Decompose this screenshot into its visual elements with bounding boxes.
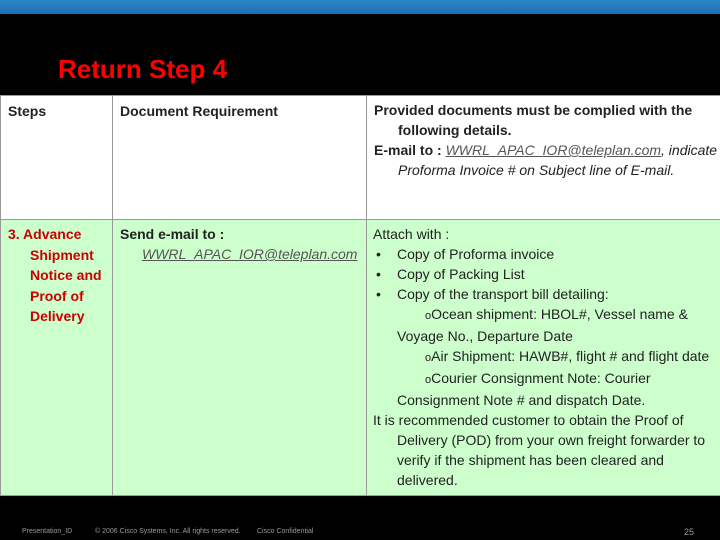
requirements-table xyxy=(0,95,720,496)
step-line: Shipment xyxy=(30,246,94,263)
footer-presentation-id: Presentation_ID xyxy=(22,528,73,535)
bullet-text: Copy of the transport bill detailing: xyxy=(397,286,609,302)
slide-footer xyxy=(0,528,720,540)
recommend-line: It is recommended customer to obtain the Proof of xyxy=(373,412,684,428)
header-steps-cell xyxy=(1,96,113,220)
sub-item-text: Ocean shipment: HBOL#, Vessel name & xyxy=(431,306,688,322)
footer-copyright: © 2006 Cisco Systems, Inc. All rights reserved. xyxy=(95,528,241,535)
header-provided-text xyxy=(367,96,720,180)
bullet-text: Copy of Packing List xyxy=(397,266,525,282)
footer-page-number: 25 xyxy=(684,527,695,537)
table-row-step3 xyxy=(1,220,720,496)
sub-item-text: Courier Consignment Note: Courier xyxy=(431,370,651,386)
attach-cell xyxy=(367,220,720,496)
sub-item-text: Air Shipment: HAWB#, flight # and flight date xyxy=(431,348,710,364)
step-label xyxy=(1,220,112,327)
email-link-send[interactable]: WWRL_APAC_IOR@teleplan.com xyxy=(142,246,358,262)
header-provided-cell xyxy=(367,96,720,220)
email-instruction xyxy=(374,140,720,160)
header-document-cell xyxy=(113,96,367,220)
send-label: Send e-mail to : xyxy=(120,226,225,242)
provided-line-1: Provided documents must be complied with the xyxy=(374,102,693,118)
slide-title: Return Step 4 xyxy=(58,54,228,84)
sub-item-continued: Voyage No., Departure Date xyxy=(397,328,573,344)
sub-item-continued: Consignment Note # and dispatch Date. xyxy=(397,392,646,408)
bullet-item xyxy=(373,264,720,284)
circle-bullet-icon: o xyxy=(425,310,432,322)
step-line: Delivery xyxy=(30,308,85,324)
sub-item xyxy=(373,304,720,326)
bullet-icon: • xyxy=(376,246,381,262)
header-steps: Steps xyxy=(8,103,47,119)
circle-bullet-icon: o xyxy=(425,374,432,386)
recommend-line: delivered. xyxy=(397,472,458,488)
bullet-item xyxy=(373,244,720,264)
bullet-icon: • xyxy=(376,286,381,302)
bullet-item xyxy=(373,284,720,304)
sub-item xyxy=(373,346,720,368)
provided-line-2: following details. xyxy=(398,122,512,138)
email-suffix: , indicate xyxy=(661,142,718,158)
bullet-text: Copy of Proforma invoice xyxy=(397,246,555,262)
header-document-requirement: Document Requirement xyxy=(120,103,278,119)
step-cell xyxy=(1,220,113,496)
step-line: Notice and xyxy=(30,267,102,283)
table-header-row xyxy=(1,96,720,220)
recommend-line: verify if the shipment has been cleared and xyxy=(397,452,664,468)
attach-block xyxy=(367,220,720,490)
footer-confidential: Cisco Confidential xyxy=(257,528,314,535)
step-line: 3. Advance xyxy=(8,226,82,242)
email-prefix: E-mail to : xyxy=(374,142,446,158)
send-block xyxy=(113,220,366,264)
bullet-icon: • xyxy=(376,266,381,282)
step-line: Proof of xyxy=(30,287,84,304)
recommend-line: Delivery (POD) from your own freight forwarder to xyxy=(397,432,706,448)
attach-label: Attach with : xyxy=(373,226,450,242)
circle-bullet-icon: o xyxy=(425,352,432,364)
send-cell xyxy=(113,220,367,496)
email-link-header[interactable]: WWRL_APAC_IOR@teleplan.com xyxy=(445,142,662,158)
top-accent-bar xyxy=(0,0,720,14)
sub-item xyxy=(373,368,720,390)
email-line-2: Proforma Invoice # on Subject line of E-mail. xyxy=(398,162,675,178)
